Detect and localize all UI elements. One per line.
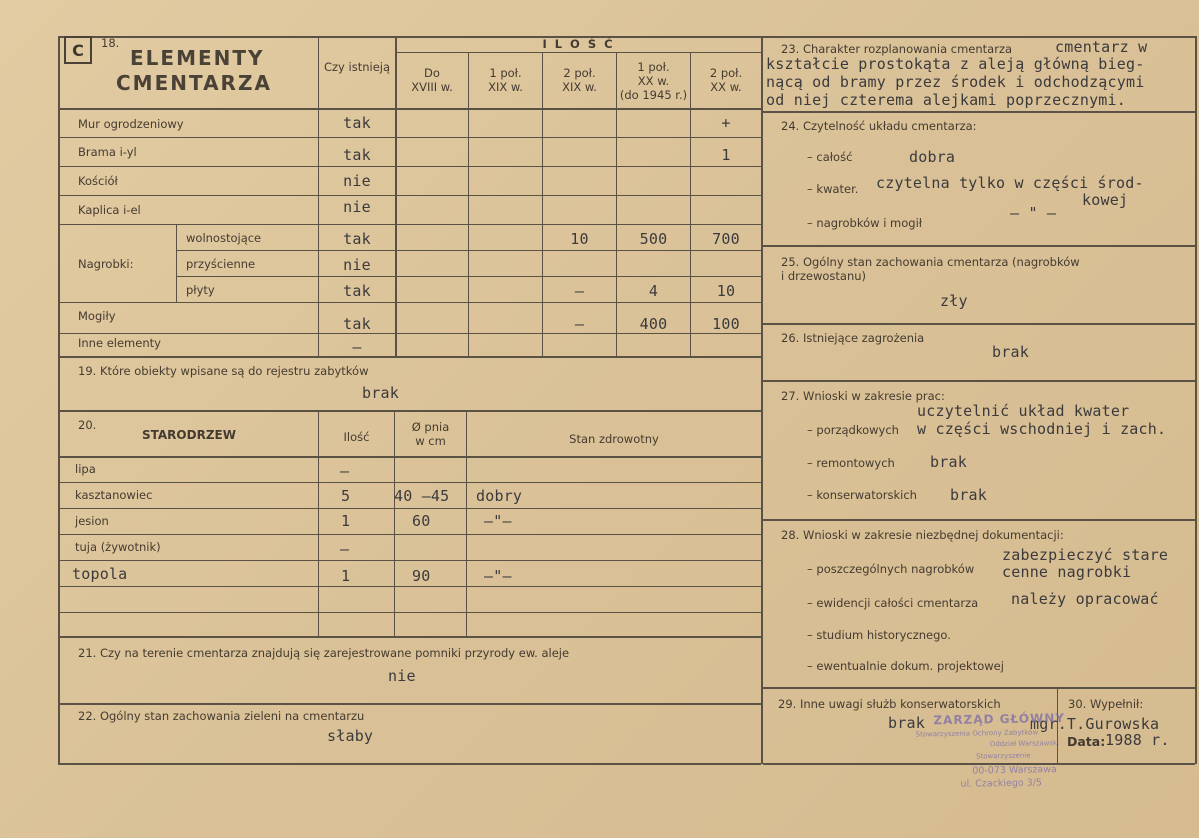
s18-title-2: CMENTARZA — [116, 71, 272, 95]
s20-col-diam: Ø pnia w cm — [411, 420, 450, 448]
s18-vline — [690, 52, 691, 356]
row-label-nagrobki: Nagrobki: — [78, 257, 134, 271]
column-divider — [761, 36, 763, 764]
organization-stamp — [915, 710, 1080, 799]
tree-health: –"– — [484, 567, 512, 585]
s24-kwater-label: – kwater. — [807, 182, 859, 196]
s19-value: brak — [362, 384, 399, 402]
s28-ewent-label: – ewentualnie dokum. projektowej — [807, 659, 1004, 673]
tree-count: 1 — [341, 512, 351, 530]
tree-count: 5 — [341, 487, 351, 505]
s24-label: 24. Czytelność układu cmentarza: — [781, 119, 977, 133]
s23-text-2: kształcie prostokąta z aleją główną bieg- — [766, 55, 1145, 73]
value-inne-exists: – — [352, 338, 362, 356]
value-kosciol-exists: nie — [343, 172, 371, 190]
s20-col-count: Ilość — [343, 430, 370, 444]
row-label-kaplica: Kaplica i-el — [78, 203, 141, 217]
value-plyty-p5: 10 — [716, 282, 736, 300]
nagrobki-vline — [176, 224, 177, 302]
s20-bottom — [58, 636, 761, 638]
s20-vline — [318, 410, 319, 637]
tree-diameter: 90 — [412, 567, 431, 585]
tree-name: lipa — [75, 462, 96, 476]
tree-diameter: 60 — [412, 512, 431, 530]
s20-header-bottom — [58, 456, 761, 458]
s20-row-line — [58, 534, 761, 535]
s27-porz-value-1: uczytelnić układ kwater — [917, 402, 1130, 420]
stamp-line-6: ul. Czackiego 3/5 — [960, 777, 1043, 790]
row-label-kosciol: Kościół — [78, 174, 118, 188]
s21-bottom — [58, 703, 761, 705]
s28-ewid-label: – ewidencji całości cmentarza — [807, 596, 979, 610]
stamp-line-4: Stowarzyszenie — [975, 751, 1031, 761]
row-label-przyscienne: przyścienne — [186, 257, 256, 271]
period-header-4: 1 poł. XX w. (do 1945 r.) — [619, 60, 688, 102]
s24-bottom — [763, 245, 1195, 247]
s18-row-line — [58, 224, 761, 225]
row-label-mur: Mur ogrodzeniowy — [78, 117, 184, 131]
s30-name: mgr.T.Gurowska — [1030, 715, 1160, 733]
s18-vline — [542, 52, 543, 356]
s26-bottom — [763, 380, 1195, 382]
s28-label: 28. Wnioski w zakresie niezbędnej dokumentacji: — [781, 528, 1064, 542]
s18-number: 18. — [101, 36, 120, 50]
value-mur-p5: + — [721, 114, 731, 132]
s20-title: STARODRZEW — [142, 428, 236, 442]
value-mogily-p3: – — [574, 315, 585, 333]
s27-kons-value: brak — [950, 486, 987, 504]
s27-rem-label: – remontowych — [807, 456, 895, 470]
s25-label-1: 25. Ogólny stan zachowania cmentarza (nagrobków — [781, 255, 1080, 269]
s22-label: 22. Ogólny stan zachowania zieleni na cmentarzu — [78, 709, 365, 723]
s27-label: 27. Wnioski w zakresie prac: — [781, 389, 945, 403]
period-header-5: 2 poł. XX w. — [709, 66, 743, 94]
s27-rem-value: brak — [930, 453, 967, 471]
tree-name: tuja (żywotnik) — [75, 540, 161, 554]
s28-stud-label: – studium historycznego. — [807, 628, 951, 642]
tree-health: dobry — [476, 487, 523, 505]
row-label-brama: Brama i-yl — [78, 145, 137, 159]
s20-vline — [466, 410, 467, 637]
value-plyty-p4: 4 — [648, 282, 659, 300]
row-label-plyty: płyty — [186, 283, 215, 297]
s18-title-1: ELEMENTY — [130, 46, 265, 70]
s18-row-line — [58, 333, 761, 334]
s20-row-line — [58, 508, 761, 509]
s30-label: 30. Wypełnił: — [1068, 697, 1144, 711]
s28-poszcz-label: – poszczególnych nagrobków — [807, 562, 975, 576]
tree-name: topola — [72, 565, 128, 583]
period-header-2: 1 poł. XIX w. — [488, 66, 523, 94]
value-mogily-p4: 400 — [639, 315, 668, 333]
s27-porz-label: – porządkowych — [807, 423, 899, 437]
s23-label: 23. Charakter rozplanowania cmentarza — [781, 42, 1013, 56]
card-code: C — [64, 36, 92, 64]
border-left — [58, 36, 60, 764]
period-header-3: 2 poł. XIX w. — [562, 66, 597, 94]
s23-text-3: nącą od bramy przez środek i odchodzącymi — [766, 73, 1145, 91]
stamp-line-5: 00-073 Warszawa — [972, 764, 1057, 777]
s23-text-1: cmentarz w — [1055, 38, 1148, 56]
value-przysc-exists: nie — [343, 256, 371, 274]
s25-label-2: i drzewostanu) — [781, 269, 867, 283]
value-mogily-p5: 100 — [712, 315, 740, 333]
value-mur-exists: tak — [343, 114, 371, 132]
s20-number: 20. — [78, 418, 97, 432]
tree-count: – — [340, 540, 350, 558]
s20-row-line — [58, 586, 761, 587]
s18-bottom — [58, 356, 761, 358]
row-label-wolnostojace: wolnostojące — [186, 231, 262, 245]
s18-row-line — [58, 166, 761, 167]
s18-row-line — [176, 276, 761, 277]
s28-poszcz-value-2: cenne nagrobki — [1002, 563, 1132, 581]
value-plyty-exists: tak — [343, 282, 371, 300]
s23-bottom — [763, 111, 1195, 113]
s21-value: nie — [388, 667, 416, 685]
s18-row-line — [176, 250, 761, 251]
s23-text-4: od niej czterema alejkami poprzecznymi. — [766, 91, 1126, 109]
s29-value: brak — [888, 714, 925, 732]
s28-poszcz-value-1: zabezpieczyć stare — [1002, 546, 1169, 564]
s26-label: 26. Istniejące zagrożenia — [781, 331, 925, 345]
period-header-1: Do XVIII w. — [411, 66, 453, 94]
value-wolno-p3: 10 — [570, 230, 589, 248]
s20-row-line — [58, 560, 761, 561]
s24-calosc-label: – całość — [807, 150, 853, 164]
s22-value: słaby — [327, 727, 374, 745]
s27-bottom — [763, 519, 1195, 521]
s20-row-line — [58, 612, 761, 613]
value-plyty-p3: – — [574, 282, 585, 300]
s18-row-line — [58, 195, 761, 196]
tree-name: kasztanowiec — [75, 488, 153, 502]
s18-row-line — [58, 302, 761, 303]
row-label-inne: Inne elementy — [78, 336, 161, 350]
left-bottom-border — [58, 763, 761, 765]
s24-nagrobkow-label: – nagrobków i mogił — [807, 216, 923, 230]
s18-vline — [468, 52, 469, 356]
value-wolno-p4: 500 — [639, 230, 668, 248]
s25-value: zły — [940, 292, 968, 310]
s19-bottom — [58, 410, 761, 412]
tree-count: – — [340, 462, 350, 480]
tree-diameter: 40 –45 — [394, 487, 450, 505]
s30-date-label: Data: — [1067, 734, 1106, 749]
tree-count: 1 — [341, 567, 351, 585]
s18-row-line — [58, 137, 761, 138]
s26-value: brak — [992, 343, 1029, 361]
s18-header-bottom — [58, 108, 761, 110]
s24-kwater-value-2: kowej — [1082, 191, 1129, 209]
s24-calosc-value: dobra — [909, 148, 956, 166]
value-brama-exists: tak — [343, 146, 371, 164]
col-exists-header: Czy istnieją — [323, 60, 391, 74]
s21-label: 21. Czy na terenie cmentarza znajdują się zarejestrowane pomniki przyrody ew. aleje — [78, 646, 570, 660]
stamp-line-3: Oddział Warszawski — [989, 739, 1060, 749]
s28-bottom — [763, 687, 1195, 689]
s24-nagrobkow-value: – " – — [1010, 204, 1057, 222]
s29-label: 29. Inne uwagi służb konserwatorskich — [778, 697, 1001, 711]
s18-vline — [318, 36, 319, 356]
s20-row-line — [58, 482, 761, 483]
stamp-line-2: Stowarzyszenia Ochrony Zabytków — [915, 728, 1039, 739]
value-mogily-exists: tak — [343, 315, 371, 333]
row-label-mogily: Mogiły — [78, 309, 116, 323]
s25-bottom — [763, 323, 1195, 325]
s20-col-health: Stan zdrowotny — [569, 432, 659, 446]
s28-ewid-value: należy opracować — [1011, 590, 1159, 608]
ilosc-underline — [396, 52, 761, 53]
value-brama-p5: 1 — [721, 146, 731, 164]
s24-kwater-value-1: czytelna tylko w części środ- — [876, 174, 1144, 192]
s19-label: 19. Które obiekty wpisane są do rejestru zabytków — [78, 364, 369, 378]
tree-name: jesion — [75, 514, 109, 528]
value-kaplica-exists: nie — [343, 198, 371, 216]
value-wolno-exists: tak — [343, 230, 371, 248]
ilosc-header: I L O Ś Ć — [542, 37, 615, 51]
stamp-line-1: ZARZĄD GŁÓWNY — [933, 710, 1066, 728]
s30-date: 1988 r. — [1105, 731, 1170, 749]
right-border-right — [1195, 36, 1197, 764]
s27-kons-label: – konserwatorskich — [807, 488, 917, 502]
s20-vline — [394, 410, 395, 637]
tree-health: –"– — [484, 512, 512, 530]
value-wolno-p5: 700 — [712, 230, 740, 248]
s27-porz-value-2: w części wschodniej i zach. — [917, 420, 1167, 438]
